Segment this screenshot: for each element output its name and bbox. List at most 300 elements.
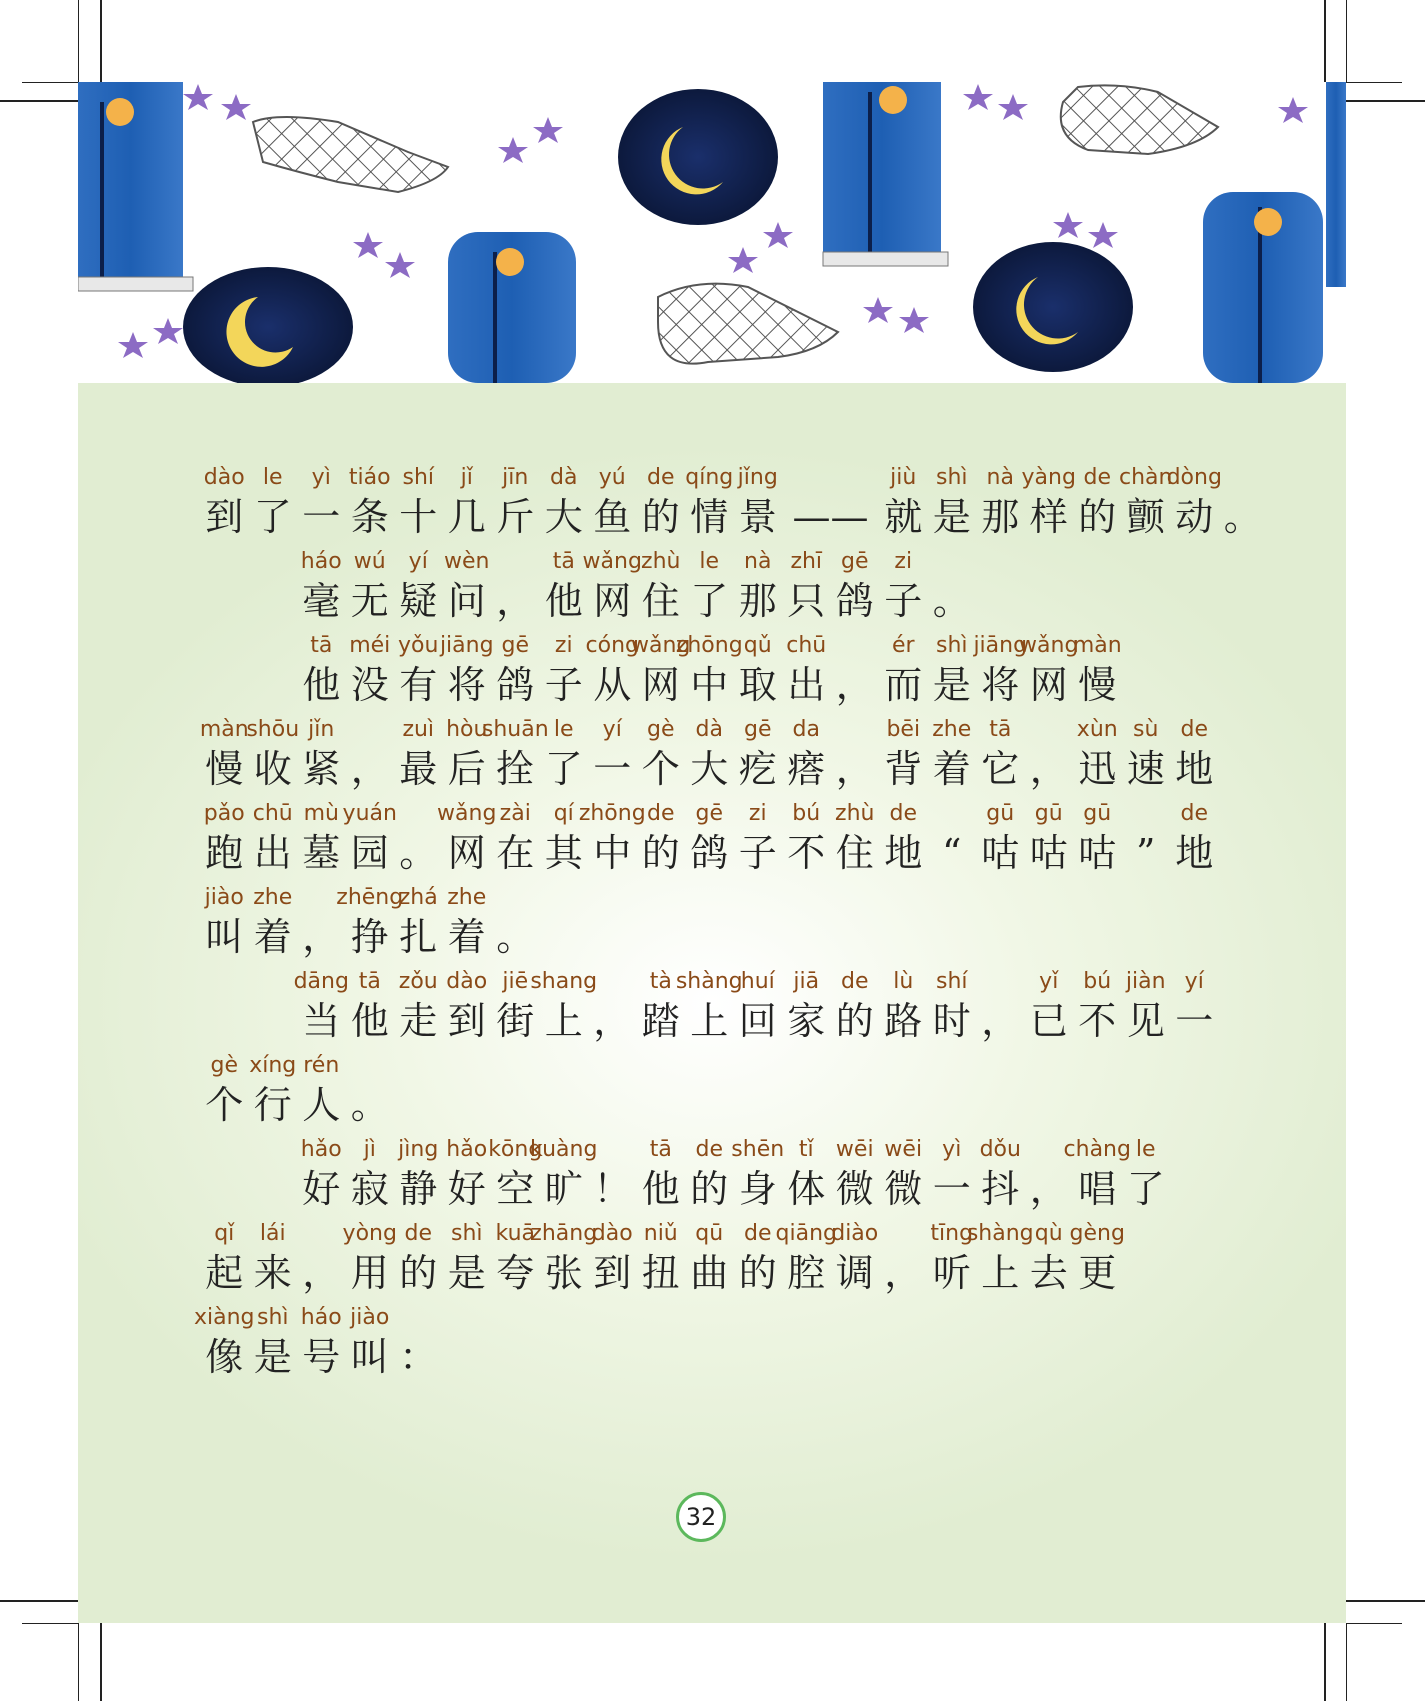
crop-mark bbox=[1346, 82, 1402, 83]
pinyin: le bbox=[262, 465, 283, 490]
hanzi-character: 到 bbox=[447, 999, 486, 1043]
hanzi-character: 回 bbox=[738, 999, 777, 1043]
hanzi-character: 条 bbox=[350, 495, 389, 539]
pinyin: jǐn bbox=[308, 717, 335, 742]
pinyin: jǐ bbox=[460, 465, 473, 490]
pinyin: shì bbox=[256, 1305, 289, 1330]
punctuation: ， bbox=[496, 579, 535, 623]
hanzi-character: 叫 bbox=[205, 915, 244, 959]
pinyin: xiàng bbox=[193, 1305, 255, 1330]
hanzi-character: 景 bbox=[738, 495, 777, 539]
pinyin: tā bbox=[552, 549, 575, 574]
hanzi-character: 跑 bbox=[205, 831, 244, 875]
pinyin: shì bbox=[450, 1221, 483, 1246]
hanzi-character: 上 bbox=[690, 999, 729, 1043]
pinyin: gū bbox=[1034, 801, 1063, 826]
pinyin: cóng bbox=[585, 633, 639, 658]
hanzi-character: 抖 bbox=[981, 1167, 1020, 1211]
pinyin: chū bbox=[252, 801, 293, 826]
pinyin: de bbox=[744, 1221, 772, 1246]
pinyin: tā bbox=[989, 717, 1012, 742]
hanzi-character: 号 bbox=[302, 1335, 341, 1379]
punctuation: ， bbox=[1029, 747, 1068, 791]
hanzi-character: 最 bbox=[399, 747, 438, 791]
hanzi-character: 已 bbox=[1029, 999, 1068, 1043]
hanzi-character: 鱼 bbox=[593, 495, 632, 539]
hanzi-character: 他 bbox=[350, 999, 389, 1043]
crop-mark bbox=[22, 1623, 78, 1624]
crop-mark bbox=[78, 0, 79, 82]
hanzi-character: 个 bbox=[205, 1083, 244, 1127]
hanzi-character: 一 bbox=[302, 495, 341, 539]
text-line bbox=[78, 717, 1346, 801]
pinyin: gèng bbox=[1069, 1221, 1125, 1246]
hanzi-character: 是 bbox=[932, 663, 971, 707]
hanzi-character: 中 bbox=[690, 663, 729, 707]
pinyin: yòng bbox=[342, 1221, 397, 1246]
hanzi-character: 见 bbox=[1126, 999, 1165, 1043]
crop-mark bbox=[100, 1623, 102, 1701]
pinyin: jì bbox=[363, 1137, 376, 1162]
hanzi-character: 就 bbox=[884, 495, 923, 539]
hanzi-character: 踏 bbox=[641, 999, 680, 1043]
pinyin: zhōng bbox=[675, 633, 743, 658]
pinyin: zhe bbox=[447, 885, 487, 910]
pinyin: dà bbox=[695, 717, 723, 742]
fishing-net-icon bbox=[658, 284, 838, 364]
pinyin: zi bbox=[554, 633, 573, 658]
pinyin: wǎng bbox=[437, 801, 497, 826]
crop-mark bbox=[1346, 1623, 1402, 1624]
pinyin: tà bbox=[649, 969, 672, 994]
hanzi-character: 收 bbox=[253, 747, 292, 791]
hanzi-character: 子 bbox=[884, 579, 923, 623]
hanzi-character: 鸽 bbox=[835, 579, 874, 623]
pinyin: zhù bbox=[641, 549, 681, 574]
pinyin: tā bbox=[649, 1137, 672, 1162]
hanzi-character: 将 bbox=[447, 663, 486, 707]
hanzi-character: 静 bbox=[399, 1167, 438, 1211]
punctuation: ： bbox=[399, 1335, 438, 1379]
hanzi-character: 听 bbox=[932, 1251, 971, 1295]
hanzi-character: 情 bbox=[690, 495, 729, 539]
pinyin: shang bbox=[530, 969, 598, 994]
hanzi-character: 咕 bbox=[1078, 831, 1117, 875]
pinyin: wǎng bbox=[582, 549, 642, 574]
pinyin: qiāng bbox=[775, 1221, 837, 1246]
punctuation: —— bbox=[792, 495, 869, 539]
pinyin: jiào bbox=[350, 1305, 390, 1330]
hanzi-character: 它 bbox=[981, 747, 1020, 791]
pinyin: zhī bbox=[790, 549, 823, 574]
pinyin: bú bbox=[1083, 969, 1112, 994]
hanzi-character: 不 bbox=[1078, 999, 1117, 1043]
hanzi-character: 的 bbox=[641, 495, 680, 539]
pinyin: de bbox=[404, 1221, 432, 1246]
punctuation: ， bbox=[1029, 1167, 1068, 1211]
hanzi-character: 是 bbox=[253, 1335, 292, 1379]
pinyin: yí bbox=[602, 717, 622, 742]
hanzi-character: 的 bbox=[738, 1251, 777, 1295]
hanzi-character: 人 bbox=[302, 1083, 341, 1127]
hanzi-character: 瘩 bbox=[787, 747, 826, 791]
punctuation: ， bbox=[835, 663, 874, 707]
hanzi-character: 了 bbox=[1126, 1167, 1165, 1211]
crop-mark bbox=[1346, 0, 1347, 82]
pinyin: ér bbox=[891, 633, 915, 658]
pinyin: gè bbox=[210, 1053, 238, 1078]
hanzi-character: 大 bbox=[544, 495, 583, 539]
text-line bbox=[78, 801, 1346, 885]
moon-icon bbox=[183, 267, 353, 383]
street-lamp-icon bbox=[78, 82, 193, 291]
pinyin: zhe bbox=[932, 717, 972, 742]
pinyin: hòu bbox=[446, 717, 488, 742]
hanzi-character: 体 bbox=[787, 1167, 826, 1211]
hanzi-character: 叫 bbox=[350, 1335, 389, 1379]
hanzi-character: 动 bbox=[1175, 495, 1214, 539]
hanzi-character: 一 bbox=[593, 747, 632, 791]
pinyin: shōu bbox=[246, 717, 300, 742]
pinyin: shì bbox=[935, 465, 968, 490]
hanzi-character: 挣 bbox=[350, 915, 389, 959]
pinyin: yì bbox=[942, 1137, 962, 1162]
pinyin: zhāng bbox=[530, 1221, 598, 1246]
punctuation: ， bbox=[302, 915, 341, 959]
pinyin: shàng bbox=[966, 1221, 1034, 1246]
hanzi-character: 问 bbox=[447, 579, 486, 623]
pinyin: le bbox=[553, 717, 574, 742]
crop-mark bbox=[22, 82, 78, 83]
pinyin: qǐ bbox=[214, 1221, 235, 1246]
punctuation: 。 bbox=[496, 915, 535, 959]
pinyin: jìng bbox=[398, 1137, 439, 1162]
hanzi-character: 到 bbox=[205, 495, 244, 539]
hanzi-character: 咕 bbox=[981, 831, 1020, 875]
hanzi-character: 将 bbox=[981, 663, 1020, 707]
hanzi-character: 地 bbox=[1175, 747, 1214, 791]
pinyin: niǔ bbox=[643, 1221, 678, 1246]
pinyin: dòng bbox=[1166, 465, 1222, 490]
pinyin: de bbox=[1180, 801, 1208, 826]
pinyin: zhù bbox=[835, 801, 875, 826]
hanzi-character: 他 bbox=[302, 663, 341, 707]
pinyin: gē bbox=[695, 801, 723, 826]
pinyin: qù bbox=[1034, 1221, 1063, 1246]
hanzi-character: 取 bbox=[738, 663, 777, 707]
pinyin: zài bbox=[499, 801, 531, 826]
pinyin: chū bbox=[786, 633, 827, 658]
pinyin: le bbox=[1135, 1137, 1156, 1162]
hanzi-character: 出 bbox=[787, 663, 826, 707]
pinyin: tā bbox=[310, 633, 333, 658]
hanzi-character: 无 bbox=[350, 579, 389, 623]
punctuation: ， bbox=[350, 747, 389, 791]
hanzi-character: 十 bbox=[399, 495, 438, 539]
hanzi-character: 从 bbox=[593, 663, 632, 707]
pinyin: de bbox=[841, 969, 869, 994]
page-number-badge bbox=[676, 1492, 726, 1542]
hanzi-character: 那 bbox=[981, 495, 1020, 539]
hanzi-character: 疙 bbox=[738, 747, 777, 791]
pinyin: huí bbox=[740, 969, 775, 994]
pinyin: wèn bbox=[444, 549, 490, 574]
pinyin: dāng bbox=[293, 969, 349, 994]
hanzi-character: 不 bbox=[787, 831, 826, 875]
hanzi-character: 一 bbox=[932, 1167, 971, 1211]
hanzi-character: 像 bbox=[205, 1335, 244, 1379]
pinyin: dà bbox=[550, 465, 578, 490]
hanzi-character: 着 bbox=[932, 747, 971, 791]
hanzi-character: 到 bbox=[593, 1251, 632, 1295]
story-text-panel bbox=[78, 383, 1346, 1623]
hanzi-character: 微 bbox=[884, 1167, 923, 1211]
pinyin: de bbox=[1083, 465, 1111, 490]
text-line bbox=[78, 1053, 1346, 1137]
hanzi-character: 起 bbox=[205, 1251, 244, 1295]
hanzi-character: 寂 bbox=[350, 1167, 389, 1211]
pinyin: gē bbox=[841, 549, 869, 574]
pinyin: yǒu bbox=[398, 633, 439, 658]
pinyin: gū bbox=[1083, 801, 1112, 826]
punctuation: 。 bbox=[1223, 495, 1262, 539]
hanzi-character: 夸 bbox=[496, 1251, 535, 1295]
hanzi-character: 鸽 bbox=[496, 663, 535, 707]
text-line bbox=[78, 1137, 1346, 1221]
hanzi-character: 的 bbox=[1078, 495, 1117, 539]
hanzi-character: 唱 bbox=[1078, 1167, 1117, 1211]
hanzi-character: 上 bbox=[981, 1251, 1020, 1295]
fishing-net-icon bbox=[1061, 85, 1218, 154]
text-line bbox=[78, 549, 1346, 633]
pinyin: zhēng bbox=[336, 885, 404, 910]
pinyin: shí bbox=[402, 465, 435, 490]
hanzi-character: 空 bbox=[496, 1167, 535, 1211]
text-line bbox=[78, 1221, 1346, 1305]
hanzi-character: 而 bbox=[884, 663, 923, 707]
pinyin: shí bbox=[935, 969, 968, 994]
pinyin: de bbox=[695, 1137, 723, 1162]
pinyin: jiù bbox=[890, 465, 917, 490]
hanzi-character: 的 bbox=[690, 1167, 729, 1211]
hanzi-character: 疑 bbox=[399, 579, 438, 623]
pinyin: tǐ bbox=[798, 1137, 814, 1162]
pinyin: rén bbox=[303, 1053, 340, 1078]
pinyin: qū bbox=[695, 1221, 724, 1246]
hanzi-character: 子 bbox=[544, 663, 583, 707]
pinyin: tīng bbox=[930, 1221, 974, 1246]
illustration-banner bbox=[78, 82, 1346, 383]
street-lamp-icon bbox=[823, 82, 948, 266]
pinyin: jǐng bbox=[737, 465, 778, 490]
hanzi-character: 路 bbox=[884, 999, 923, 1043]
pinyin: zhá bbox=[398, 885, 438, 910]
pinyin: tā bbox=[358, 969, 381, 994]
pinyin: màn bbox=[199, 717, 249, 742]
pinyin: qíng bbox=[685, 465, 734, 490]
hanzi-character: 腔 bbox=[787, 1251, 826, 1295]
hanzi-character: 出 bbox=[253, 831, 292, 875]
hanzi-character: 着 bbox=[253, 915, 292, 959]
pinyin: chàng bbox=[1063, 1137, 1131, 1162]
pinyin: háo bbox=[300, 1305, 342, 1330]
hanzi-character: 地 bbox=[884, 831, 923, 875]
pinyin: qǔ bbox=[743, 633, 772, 658]
pinyin: de bbox=[647, 801, 675, 826]
hanzi-character: 园 bbox=[350, 831, 389, 875]
hanzi-character: 网 bbox=[1029, 663, 1068, 707]
crop-mark bbox=[1346, 1600, 1425, 1602]
punctuation: 。 bbox=[399, 831, 438, 875]
pinyin: xùn bbox=[1076, 717, 1118, 742]
hanzi-character: 咕 bbox=[1029, 831, 1068, 875]
hanzi-character: 当 bbox=[302, 999, 341, 1043]
hanzi-character: 扎 bbox=[399, 915, 438, 959]
hanzi-character: 鸽 bbox=[690, 831, 729, 875]
hanzi-character: 着 bbox=[447, 915, 486, 959]
crop-mark bbox=[1346, 1623, 1347, 1701]
hanzi-character: 速 bbox=[1126, 747, 1165, 791]
hanzi-character: 上 bbox=[544, 999, 583, 1043]
pinyin: jiē bbox=[502, 969, 529, 994]
hanzi-character: 扭 bbox=[641, 1251, 680, 1295]
hanzi-character: 后 bbox=[447, 747, 486, 791]
hanzi-character: 他 bbox=[641, 1167, 680, 1211]
hanzi-character: 曲 bbox=[690, 1251, 729, 1295]
hanzi-character: 旷 bbox=[544, 1167, 583, 1211]
street-lamp-icon bbox=[1203, 192, 1323, 383]
pinyin: dǒu bbox=[979, 1137, 1021, 1162]
hanzi-character: 其 bbox=[544, 831, 583, 875]
hanzi-character: 走 bbox=[399, 999, 438, 1043]
hanzi-character: 他 bbox=[544, 579, 583, 623]
hanzi-character: 的 bbox=[399, 1251, 438, 1295]
moon-icon bbox=[618, 89, 778, 225]
hanzi-character: 网 bbox=[447, 831, 486, 875]
hanzi-character: 拴 bbox=[496, 747, 535, 791]
pinyin: hǎo bbox=[446, 1137, 488, 1162]
hanzi-character: 地 bbox=[1175, 831, 1214, 875]
pinyin: jiāng bbox=[973, 633, 1028, 658]
hanzi-character: 一 bbox=[1175, 999, 1214, 1043]
hanzi-character: 颤 bbox=[1126, 495, 1165, 539]
hanzi-character: 紧 bbox=[302, 747, 341, 791]
pinyin: hǎo bbox=[300, 1137, 342, 1162]
hanzi-character: 中 bbox=[593, 831, 632, 875]
pinyin: zuì bbox=[402, 717, 435, 742]
moon-icon bbox=[973, 242, 1133, 372]
hanzi-character: 行 bbox=[253, 1083, 292, 1127]
street-lamp-icon bbox=[1326, 82, 1346, 287]
hanzi-character: 网 bbox=[641, 663, 680, 707]
pinyin: yì bbox=[311, 465, 331, 490]
pinyin: nà bbox=[744, 549, 772, 574]
hanzi-character: 张 bbox=[544, 1251, 583, 1295]
hanzi-character: 那 bbox=[738, 579, 777, 623]
crop-mark bbox=[0, 1600, 78, 1602]
pinyin: lái bbox=[259, 1221, 286, 1246]
text-line bbox=[78, 1305, 1346, 1389]
pinyin: kuā bbox=[495, 1221, 535, 1246]
pinyin: chàn bbox=[1119, 465, 1173, 490]
pinyin: gè bbox=[647, 717, 675, 742]
hanzi-character: 网 bbox=[593, 579, 632, 623]
hanzi-character: 住 bbox=[641, 579, 680, 623]
punctuation: ， bbox=[302, 1251, 341, 1295]
hanzi-character: 子 bbox=[738, 831, 777, 875]
pinyin: le bbox=[699, 549, 720, 574]
hanzi-character: 斤 bbox=[496, 495, 535, 539]
hanzi-character: 好 bbox=[302, 1167, 341, 1211]
hanzi-character: 慢 bbox=[1078, 663, 1117, 707]
pinyin: de bbox=[647, 465, 675, 490]
street-lamp-icon bbox=[448, 232, 576, 383]
hanzi-character: 了 bbox=[690, 579, 729, 623]
hanzi-character: 是 bbox=[447, 1251, 486, 1295]
hanzi-character: 去 bbox=[1029, 1251, 1068, 1295]
pinyin: màn bbox=[1072, 633, 1122, 658]
pinyin: mù bbox=[303, 801, 339, 826]
pinyin: yí bbox=[408, 549, 428, 574]
hanzi-character: 来 bbox=[253, 1251, 292, 1295]
hanzi-character: 了 bbox=[544, 747, 583, 791]
punctuation: ！ bbox=[593, 1167, 632, 1211]
hanzi-character: 的 bbox=[835, 999, 874, 1043]
pinyin: gū bbox=[986, 801, 1015, 826]
pinyin: yǐ bbox=[1039, 969, 1059, 994]
pinyin: shēn bbox=[731, 1137, 785, 1162]
pinyin: pǎo bbox=[203, 801, 245, 826]
pinyin: zhōng bbox=[578, 801, 646, 826]
punctuation: ” bbox=[1136, 831, 1156, 875]
hanzi-character: 没 bbox=[350, 663, 389, 707]
pinyin: gē bbox=[501, 633, 529, 658]
page-number: 32 bbox=[685, 1503, 717, 1531]
punctuation: ， bbox=[884, 1251, 923, 1295]
hanzi-character: 身 bbox=[738, 1167, 777, 1211]
hanzi-character: 了 bbox=[253, 495, 292, 539]
pinyin: yú bbox=[598, 465, 626, 490]
punctuation: ， bbox=[835, 747, 874, 791]
hanzi-character: 好 bbox=[447, 1167, 486, 1211]
pinyin: qí bbox=[553, 801, 574, 826]
pinyin: kuàng bbox=[530, 1137, 598, 1162]
punctuation: ， bbox=[981, 999, 1020, 1043]
pinyin: wú bbox=[353, 549, 386, 574]
pinyin: jiāng bbox=[439, 633, 494, 658]
pinyin: nà bbox=[986, 465, 1014, 490]
text-line bbox=[78, 885, 1346, 969]
hanzi-character: 只 bbox=[787, 579, 826, 623]
text-line bbox=[78, 969, 1346, 1053]
hanzi-character: 毫 bbox=[302, 579, 341, 623]
pinyin: háo bbox=[300, 549, 342, 574]
hanzi-character: 调 bbox=[835, 1251, 874, 1295]
pinyin: de bbox=[1180, 717, 1208, 742]
punctuation: 。 bbox=[932, 579, 971, 623]
pinyin: gē bbox=[744, 717, 772, 742]
pinyin: wēi bbox=[835, 1137, 874, 1162]
pinyin: méi bbox=[349, 633, 391, 658]
pinyin: wǎng bbox=[631, 633, 691, 658]
hanzi-character: 时 bbox=[932, 999, 971, 1043]
fishing-net-icon bbox=[253, 117, 448, 192]
pinyin: bú bbox=[792, 801, 821, 826]
pinyin: shuān bbox=[481, 717, 549, 742]
hanzi-character: 住 bbox=[835, 831, 874, 875]
hanzi-character: 个 bbox=[641, 747, 680, 791]
punctuation: 。 bbox=[350, 1083, 389, 1127]
